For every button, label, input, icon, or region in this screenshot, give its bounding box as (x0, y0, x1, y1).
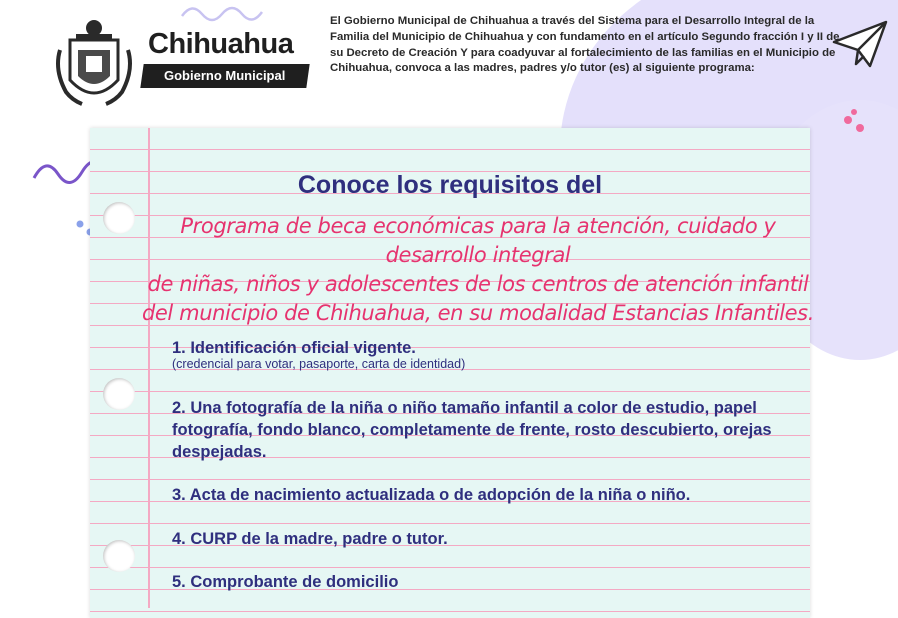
paper-hole (103, 378, 135, 410)
program-line: de niñas, niños y adolescentes de los centros de atención infantil (147, 272, 809, 296)
requirement-item: 4. CURP de la madre, padre o tutor. (172, 530, 448, 548)
brand-subtitle-badge (140, 64, 309, 88)
requirement-item: 2. Una fotografía de la niña o niño tamaño infantil a color de estudio, papel fotografía, fondo blanco, completamente de frente, rosto descubierto, orejas despejadas. (172, 399, 772, 461)
notice-title: Conoce los requisitos del (297, 171, 603, 199)
header (0, 0, 898, 125)
program-name (140, 212, 816, 328)
program-line: del municipio de Chihuahua, en su modalidad Estancias Infantiles. (141, 301, 814, 325)
paper-hole (103, 202, 135, 234)
requirement-item: 5. Comprobante de domicilio (172, 573, 399, 591)
program-line: Programa de beca económicas para la atención, cuidado y desarrollo integral (180, 214, 776, 267)
paper-margin-line (148, 128, 150, 608)
brand-name: Chihuahua (148, 28, 294, 60)
requirement-item: 3. Acta de nacimiento actualizada o de adopción de la niña o niño. (172, 486, 691, 504)
requirement-note: (credencial para votar, pasaporte, carta de identidad) (172, 357, 466, 371)
paper-hole (103, 540, 135, 572)
municipal-seal-icon (52, 10, 136, 110)
intro-text: El Gobierno Municipal de Chihuahua a través del Sistema para el Desarrollo Integral de la Familia del Municipio de Chihuahua y con fundamento en el artículo Segundo fracción I y II de su Decreto de Creación Y para coadyuvar al fortalecimiento de las familias en el Municipio de Chihuahua, convoca a las madres, padres y/o tutor (es) al siguiente programa: (330, 15, 840, 75)
requirement-item: 1. Identificación oficial vigente. (172, 339, 416, 357)
brand-subtitle: Gobierno Municipal (164, 68, 286, 83)
paper-plane-icon (830, 20, 890, 70)
